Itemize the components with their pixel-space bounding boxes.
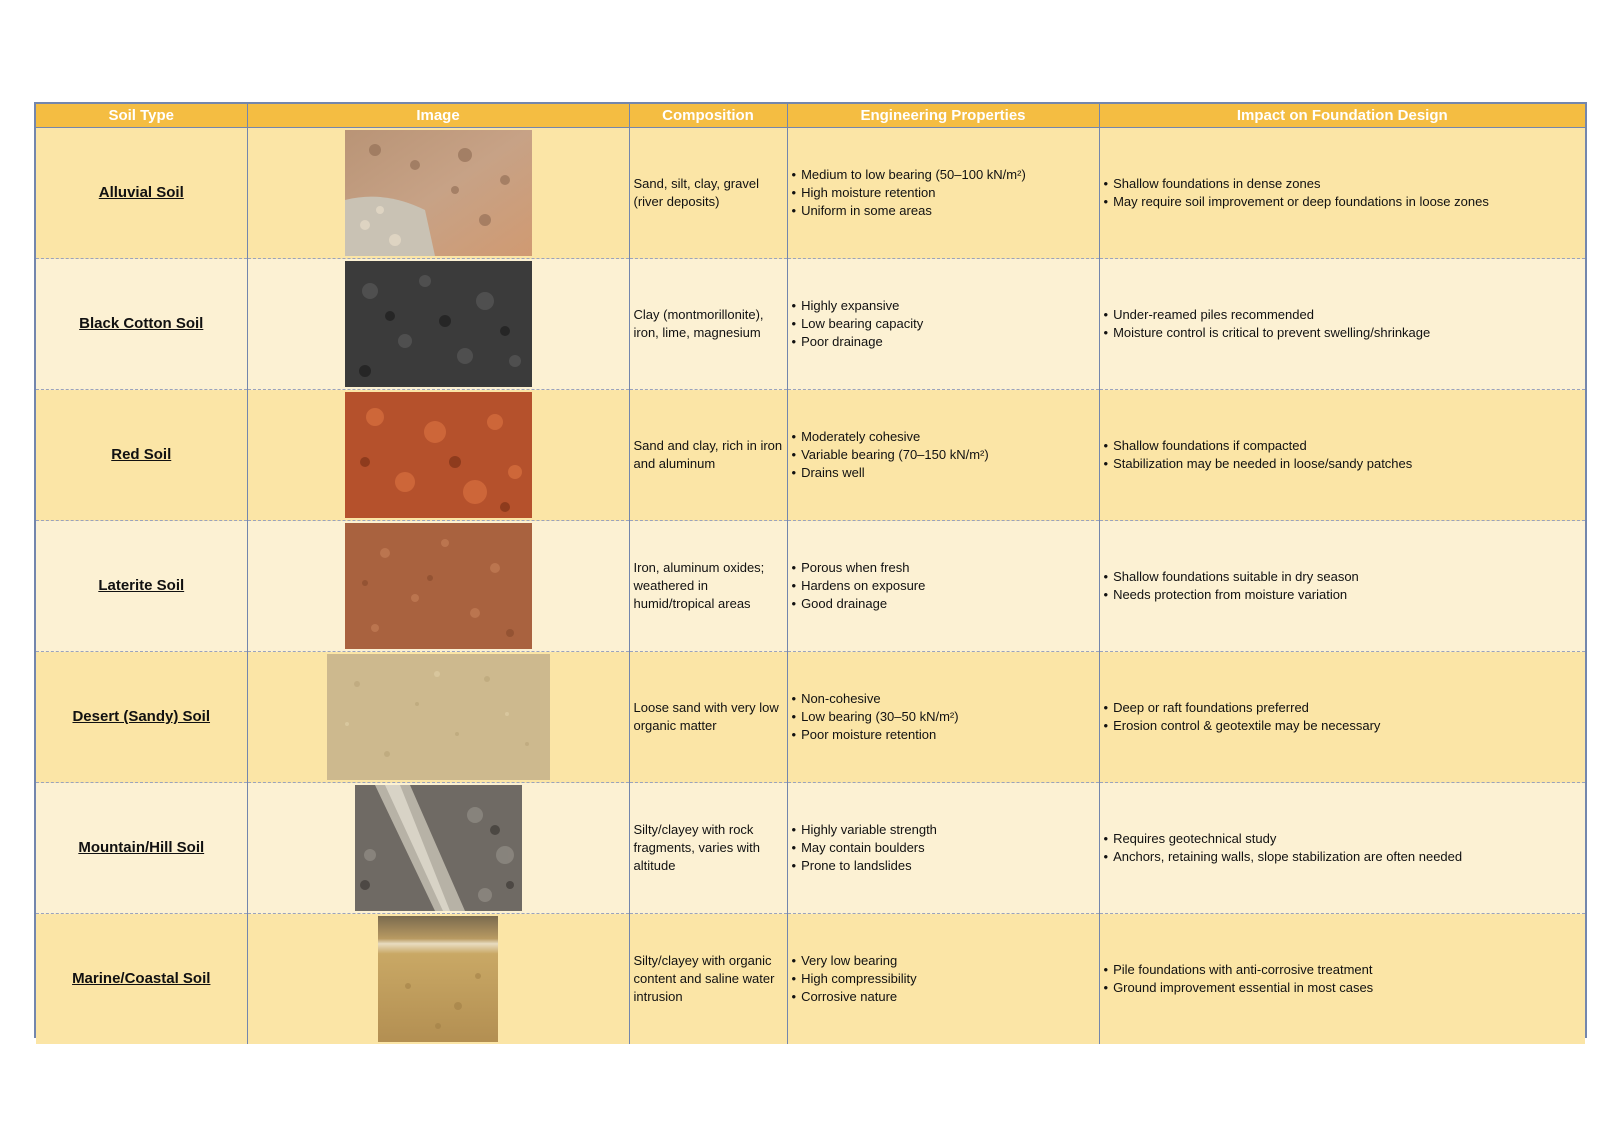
properties-list	[788, 559, 1099, 613]
list-item: • High moisture retention	[792, 184, 1095, 202]
list-item: • Medium to low bearing (50–100 kN/m²)	[792, 166, 1095, 184]
impact-cell	[1099, 914, 1585, 1045]
table-row	[36, 128, 1585, 259]
header-image: Image	[247, 104, 629, 128]
list-item: • Shallow foundations if compacted	[1104, 437, 1582, 455]
properties-list	[788, 166, 1099, 220]
header-impact: Impact on Foundation Design	[1099, 104, 1585, 128]
list-item: • Non-cohesive	[792, 690, 1095, 708]
properties-cell	[787, 914, 1099, 1045]
composition-cell: Sand, silt, clay, gravel (river deposits)	[629, 128, 787, 259]
list-item: • Under-reamed piles recommended	[1104, 306, 1582, 324]
list-item: • Uniform in some areas	[792, 202, 1095, 220]
soil-name: Laterite Soil	[36, 521, 247, 652]
table-row	[36, 390, 1585, 521]
header-row	[36, 104, 1585, 128]
list-item: • Very low bearing	[792, 952, 1095, 970]
list-item: • May contain boulders	[792, 839, 1095, 857]
list-item: • Anchors, retaining walls, slope stabilization are often needed	[1104, 848, 1582, 866]
impact-list	[1100, 830, 1586, 866]
composition-cell: Clay (montmorillonite), iron, lime, magnesium	[629, 259, 787, 390]
impact-list	[1100, 175, 1586, 211]
impact-list	[1100, 699, 1586, 735]
image-cell	[247, 914, 629, 1045]
black-cotton-soil-photo	[345, 259, 532, 389]
list-item: • Erosion control & geotextile may be necessary	[1104, 717, 1582, 735]
properties-cell	[787, 521, 1099, 652]
soil-name: Alluvial Soil	[36, 128, 247, 259]
list-item: • High compressibility	[792, 970, 1095, 988]
soil-table-sheet	[34, 102, 1587, 1038]
image-cell	[247, 390, 629, 521]
properties-cell	[787, 390, 1099, 521]
list-item: • Poor drainage	[792, 333, 1095, 351]
impact-list	[1100, 961, 1586, 997]
list-item: • Stabilization may be needed in loose/sandy patches	[1104, 455, 1582, 473]
impact-list	[1100, 568, 1586, 604]
impact-cell	[1099, 128, 1585, 259]
list-item: • Moisture control is critical to prevent swelling/shrinkage	[1104, 324, 1582, 342]
list-item: • Moderately cohesive	[792, 428, 1095, 446]
impact-cell	[1099, 521, 1585, 652]
red-soil-photo	[345, 390, 532, 520]
impact-cell	[1099, 259, 1585, 390]
list-item: • Porous when fresh	[792, 559, 1095, 577]
list-item: • Variable bearing (70–150 kN/m²)	[792, 446, 1095, 464]
impact-cell	[1099, 652, 1585, 783]
soil-types-table	[36, 104, 1585, 1044]
alluvial-soil-photo	[345, 128, 532, 258]
list-item: • Needs protection from moisture variation	[1104, 586, 1582, 604]
list-item: • Prone to landslides	[792, 857, 1095, 875]
impact-list	[1100, 306, 1586, 342]
table-row	[36, 259, 1585, 390]
list-item: • Corrosive nature	[792, 988, 1095, 1006]
list-item: • Deep or raft foundations preferred	[1104, 699, 1582, 717]
list-item: • Highly variable strength	[792, 821, 1095, 839]
properties-cell	[787, 128, 1099, 259]
mountain-hill-soil-photo	[355, 783, 522, 913]
header-soil-type: Soil Type	[36, 104, 247, 128]
list-item: • Shallow foundations suitable in dry season	[1104, 568, 1582, 586]
composition-cell: Silty/clayey with organic content and saline water intrusion	[629, 914, 787, 1045]
list-item: • Poor moisture retention	[792, 726, 1095, 744]
image-cell	[247, 128, 629, 259]
list-item: • Good drainage	[792, 595, 1095, 613]
list-item: • Requires geotechnical study	[1104, 830, 1582, 848]
table-row	[36, 914, 1585, 1045]
image-cell	[247, 259, 629, 390]
table-row	[36, 652, 1585, 783]
impact-cell	[1099, 390, 1585, 521]
soil-name: Red Soil	[36, 390, 247, 521]
properties-list	[788, 428, 1099, 482]
list-item: • Low bearing (30–50 kN/m²)	[792, 708, 1095, 726]
soil-name: Marine/Coastal Soil	[36, 914, 247, 1045]
composition-cell: Silty/clayey with rock fragments, varies with altitude	[629, 783, 787, 914]
list-item: • Ground improvement essential in most cases	[1104, 979, 1582, 997]
properties-cell	[787, 259, 1099, 390]
properties-list	[788, 297, 1099, 351]
soil-name: Mountain/Hill Soil	[36, 783, 247, 914]
list-item: • Drains well	[792, 464, 1095, 482]
composition-cell: Iron, aluminum oxides; weathered in humid/tropical areas	[629, 521, 787, 652]
image-cell	[247, 783, 629, 914]
laterite-soil-photo	[345, 521, 532, 651]
marine-coastal-soil-photo	[378, 914, 498, 1044]
desert-sandy-soil-photo	[327, 652, 550, 782]
impact-list	[1100, 437, 1586, 473]
list-item: • Hardens on exposure	[792, 577, 1095, 595]
impact-cell	[1099, 783, 1585, 914]
composition-cell: Sand and clay, rich in iron and aluminum	[629, 390, 787, 521]
list-item: • Pile foundations with anti-corrosive treatment	[1104, 961, 1582, 979]
header-engineering-properties: Engineering Properties	[787, 104, 1099, 128]
list-item: • Highly expansive	[792, 297, 1095, 315]
properties-list	[788, 690, 1099, 744]
soil-name: Black Cotton Soil	[36, 259, 247, 390]
image-cell	[247, 652, 629, 783]
image-cell	[247, 521, 629, 652]
properties-list	[788, 952, 1099, 1006]
list-item: • Shallow foundations in dense zones	[1104, 175, 1582, 193]
list-item: • May require soil improvement or deep foundations in loose zones	[1104, 193, 1582, 211]
properties-cell	[787, 783, 1099, 914]
soil-name: Desert (Sandy) Soil	[36, 652, 247, 783]
properties-list	[788, 821, 1099, 875]
list-item: • Low bearing capacity	[792, 315, 1095, 333]
properties-cell	[787, 652, 1099, 783]
composition-cell: Loose sand with very low organic matter	[629, 652, 787, 783]
table-row	[36, 783, 1585, 914]
table-row	[36, 521, 1585, 652]
header-composition: Composition	[629, 104, 787, 128]
